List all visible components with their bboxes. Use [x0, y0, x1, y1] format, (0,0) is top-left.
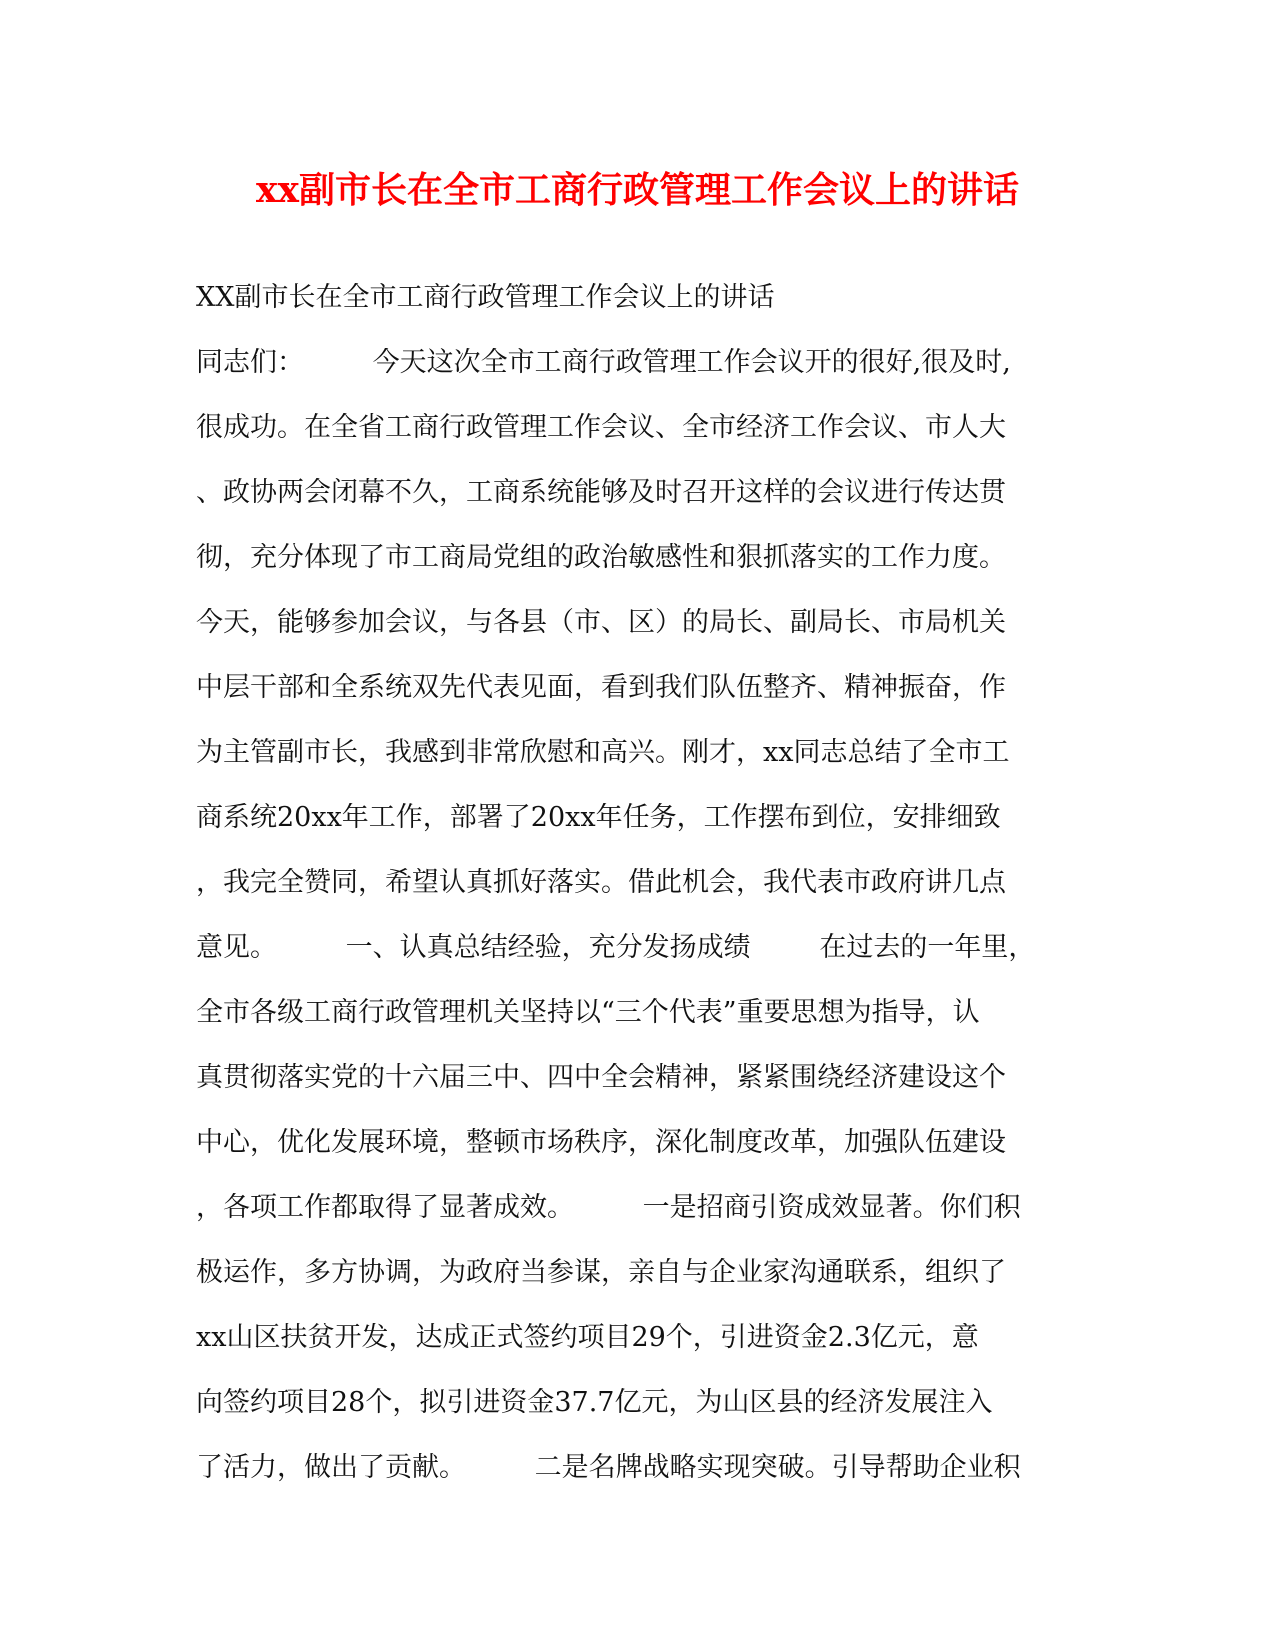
body-line: 真贯彻落实党的十六届三中、四中全会精神，紧紧围绕经济建设这个 [196, 1063, 1006, 1093]
body-line: 意见。 一、认真总结经验，充分发扬成绩 在过去的一年里， [196, 933, 1036, 963]
body-line: 中心，优化发展环境，整顿市场秩序，深化制度改革，加强队伍建设 [196, 1128, 1006, 1158]
document-title: xx副市长在全市工商行政管理工作会议上的讲话 [256, 169, 1019, 211]
body-line: ，各项工作都取得了显著成效。 一是招商引资成效显著。你们积 [196, 1193, 1021, 1223]
body-line: 全市各级工商行政管理机关坚持以“三个代表”重要思想为指导，认 [196, 998, 980, 1028]
body-line: 了活力，做出了贡献。 二是名牌战略实现突破。引导帮助企业积 [196, 1453, 1021, 1483]
body-line: 向签约项目28个，拟引进资金37.7亿元，为山区县的经济发展注入 [196, 1388, 993, 1418]
document-body [196, 283, 1080, 1518]
body-line: 同志们： 今天这次全市工商行政管理工作会议开的很好,很及时, [196, 348, 1011, 378]
body-line: xx山区扶贫开发，达成正式签约项目29个，引进资金2.3亿元，意 [196, 1323, 979, 1353]
body-line: 中层干部和全系统双先代表见面，看到我们队伍整齐、精神振奋，作 [196, 673, 1006, 703]
body-line: XX副市长在全市工商行政管理工作会议上的讲话 [196, 283, 775, 313]
body-line: 极运作，多方协调，为政府当参谋，亲自与企业家沟通联系，组织了 [196, 1258, 1006, 1288]
body-line: 今天，能够参加会议，与各县（市、区）的局长、副局长、市局机关 [196, 608, 1006, 638]
body-line: 、政协两会闭幕不久，工商系统能够及时召开这样的会议进行传达贯 [196, 478, 1006, 508]
body-line: 为主管副市长，我感到非常欣慰和高兴。刚才，xx同志总结了全市工 [196, 738, 1010, 768]
body-line: 彻，充分体现了市工商局党组的政治敏感性和狠抓落实的工作力度。 [196, 543, 1006, 573]
body-line: 商系统20xx年工作，部署了20xx年任务，工作摆布到位，安排细致 [196, 803, 1001, 833]
body-line: ，我完全赞同，希望认真抓好落实。借此机会，我代表市政府讲几点 [196, 868, 1006, 898]
body-line: 很成功。在全省工商行政管理工作会议、全市经济工作会议、市人大 [196, 413, 1006, 443]
